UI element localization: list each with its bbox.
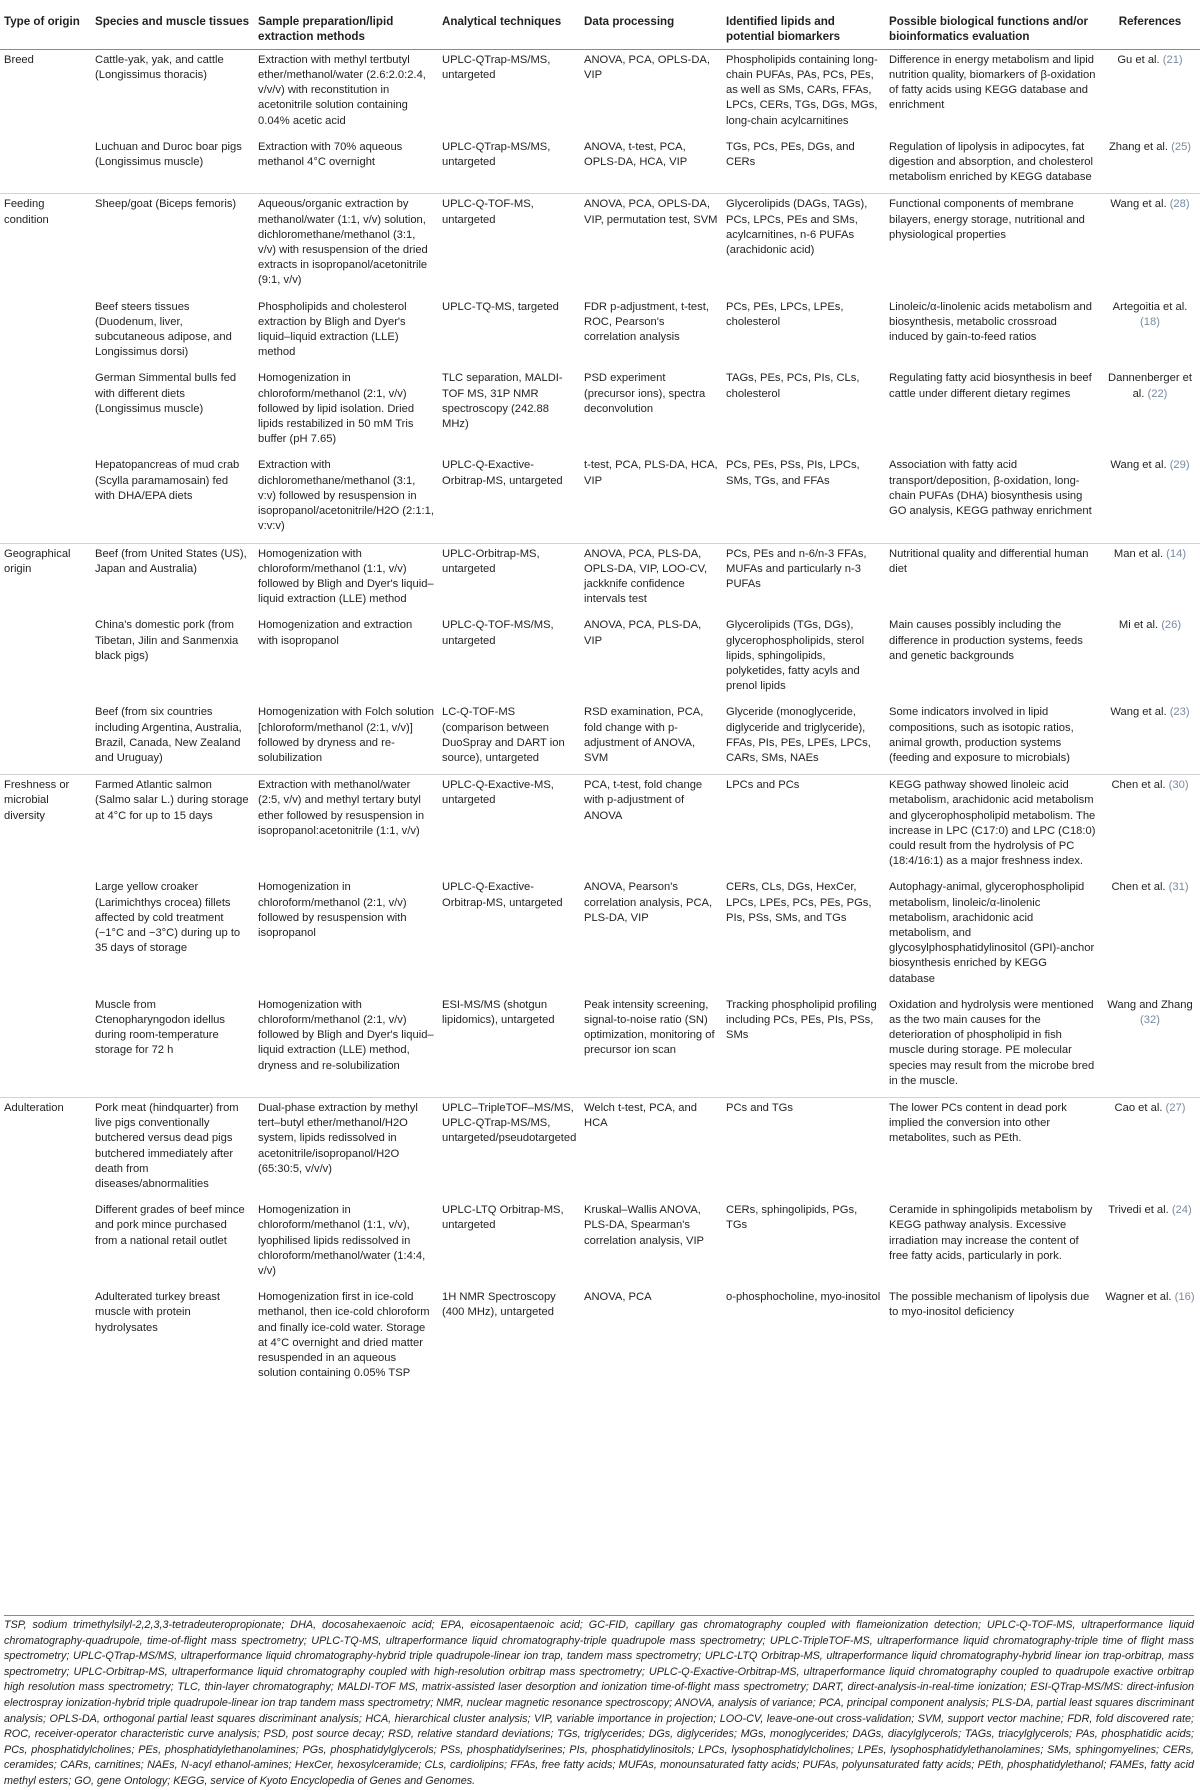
- preparation-cell: Extraction with methyl tertbutyl ether/methanol/water (2.6:2.0:2.4, v/v/v) with reconstitution in acetonitrile solution containing 0.04% acetic acid: [258, 53, 426, 127]
- reference-link[interactable]: (32): [1140, 1013, 1160, 1026]
- table-row: [0, 1200, 1200, 1287]
- processing-cell: PCA, t-test, fold change with p-adjustment of ANOVA: [584, 779, 703, 822]
- reference-cell: [1100, 137, 1200, 194]
- table-row: [0, 1098, 1200, 1201]
- function-cell: Regulation of lipolysis in adipocytes, fat digestion and absorption, and cholesterol metabolism enriched by KEGG database: [889, 140, 1094, 184]
- reference-author: Wang et al.: [1110, 198, 1167, 211]
- reference-link[interactable]: (18): [1140, 315, 1160, 328]
- preparation-cell: Extraction with dichloromethane/methanol (3:1, v:v) followed by resuspension in isopropanol/acetonitrile/H2O (2:1:1, v:v:v): [258, 459, 434, 533]
- origin-cell: Adulteration: [4, 1102, 64, 1114]
- lipidomics-table: [0, 4, 1200, 1389]
- function-cell: Ceramide in sphingolipids metabolism by KEGG pathway analysis. Excessive irradiation may increase the content of free fatty acids, particularly in pork.: [889, 1204, 1093, 1262]
- species-cell: Adulterated turkey breast muscle with protein hydrolysates: [95, 1291, 220, 1334]
- preparation-cell: Homogenization with chloroform/methanol (2:1, v/v) followed by Bligh and Dyer's liquid–liquid extraction (LLE) method, dryness and re-solubilization: [258, 998, 434, 1072]
- species-cell: Farmed Atlantic salmon (Salmo salar L.) during storage at 4°C for up to 15 days: [95, 779, 249, 822]
- origin-cell: [0, 1287, 91, 1389]
- processing-cell: RSD examination, PCA, fold change with p-adjustment of ANOVA, SVM: [584, 706, 704, 764]
- lipids-cell: Glycerolipids (DAGs, TAGs), PCs, LPCs, PEs and SMs, acylcarnitines, n-6 PUFAs (arachidonic acid): [726, 198, 868, 257]
- origin-cell: [0, 615, 91, 702]
- lipids-cell: PCs, PEs, PSs, PIs, LPCs, SMs, TGs, and FFAs: [726, 459, 860, 487]
- origin-cell: [0, 1200, 91, 1287]
- reference-link[interactable]: (21): [1162, 53, 1183, 66]
- reference-author: Chen et al.: [1111, 779, 1166, 792]
- reference-author: Wang et al.: [1110, 459, 1167, 472]
- reference-link[interactable]: (25): [1171, 140, 1192, 153]
- preparation-cell: Homogenization in chloroform/methanol (2:1, v/v) followed by lipid isolation. Dried lipids restabilized in 50 mM Tris buffer (pH 7.65): [258, 372, 415, 446]
- technique-cell: UPLC-Q-Exactive-Orbitrap-MS, untargeted: [442, 881, 563, 909]
- species-cell: Cattle-yak, yak, and cattle (Longissimus thoracis): [95, 53, 224, 82]
- reference-link[interactable]: (24): [1171, 1204, 1192, 1217]
- lipids-cell: CERs, CLs, DGs, HexCer, LPCs, LPEs, PCs, PEs, PGs, PIs, PSs, SMs, and TGs: [726, 881, 872, 924]
- lipids-cell: Tracking phospholipid profiling including PCs, PEs, PIs, PSs, SMs: [726, 998, 877, 1042]
- reference-cell: [1100, 995, 1200, 1098]
- table-row: [0, 543, 1200, 615]
- reference-cell: [1100, 297, 1200, 369]
- header-row: [0, 4, 1200, 49]
- species-cell: Hepatopancreas of mud crab (Scylla paramamosain) fed with DHA/EPA diets: [95, 459, 240, 502]
- origin-cell: [0, 995, 91, 1098]
- reference-author: Gu et al.: [1117, 53, 1160, 66]
- reference-cell: [1100, 543, 1200, 615]
- reference-cell: [1100, 615, 1200, 702]
- header-sample-preparation: Sample preparation/lipid extraction methods: [258, 15, 394, 44]
- reference-cell: [1100, 1287, 1200, 1389]
- technique-cell: UPLC-Orbitrap-MS, untargeted: [442, 547, 540, 575]
- reference-author: Chen et al.: [1111, 881, 1166, 894]
- species-cell: China's domestic pork (from Tibetan, Jilin and Sanmenxia black pigs): [95, 619, 239, 662]
- table-row: [0, 877, 1200, 994]
- reference-cell: [1100, 1200, 1200, 1287]
- reference-link[interactable]: (30): [1168, 779, 1189, 792]
- reference-link[interactable]: (26): [1161, 619, 1182, 632]
- lipids-cell: TGs, PCs, PEs, DGs, and CERs: [726, 140, 855, 169]
- reference-author: Wagner et al.: [1105, 1291, 1172, 1304]
- species-cell: Pork meat (hindquarter) from live pigs conventionally butchered versus dead pigs butchered immediately after death from diseases/abnormalities: [95, 1102, 239, 1191]
- function-cell: Association with fatty acid transport/deposition, β-oxidation, long-chain PUFAs (DHA) biosynthesis using GO analysis, KEGG pathway enrichment: [889, 459, 1092, 518]
- lipids-cell: Glycerolipids (TGs, DGs), glycerophospholipids, sterol lipids, sphingolipids, polyketides, fatty acyls and prenol lipids: [726, 619, 865, 693]
- header-analytical-techniques: Analytical techniques: [442, 15, 562, 28]
- species-cell: German Simmental bulls fed with different diets (Longissimus muscle): [95, 372, 237, 415]
- technique-cell: UPLC-LTQ Orbitrap-MS, untargeted: [442, 1204, 564, 1232]
- lipids-cell: o-phosphocholine, myo-inositol: [726, 1291, 881, 1304]
- origin-cell: Breed: [4, 53, 34, 66]
- function-cell: Autophagy-animal, glycerophospholipid metabolism, linoleic/α-linolenic metabolism, arachidonic acid metabolism, and glycosylphosphatidylinositol (GPI)-anchor biosynthesis enriched by KEGG database: [889, 881, 1095, 985]
- species-cell: Large yellow croaker (Larimichthys crocea) fillets affected by cold treatment (−1°C and −3°C) during up to 35 days of storage: [95, 881, 241, 955]
- origin-cell: [0, 137, 91, 194]
- species-cell: Beef (from six countries including Argentina, Australia, Brazil, Canada, New Zealand and Uruguay): [95, 706, 242, 764]
- reference-link[interactable]: (31): [1168, 881, 1189, 894]
- reference-cell: [1100, 194, 1200, 297]
- technique-cell: UPLC-TQ-MS, targeted: [442, 300, 559, 313]
- species-cell: Luchuan and Duroc boar pigs (Longissimus muscle): [95, 140, 242, 169]
- lipids-cell: PCs, PEs and n-6/n-3 FFAs, MUFAs and particularly n-3 PUFAs: [726, 547, 867, 590]
- table-row: [0, 137, 1200, 194]
- species-cell: Beef steers tissues (Duodenum, liver, subcutaneous adipose, and Longissimus dorsi): [95, 300, 232, 359]
- preparation-cell: Homogenization with chloroform/methanol (1:1, v/v) followed by Bligh and Dyer's liquid–liquid extraction (LLE) method: [258, 547, 434, 606]
- table-row: [0, 995, 1200, 1098]
- function-cell: Main causes possibly including the difference in production systems, feeds and genetic backgrounds: [889, 619, 1083, 662]
- reference-author: Man et al.: [1113, 547, 1164, 560]
- technique-cell: UPLC-QTrap-MS/MS, untargeted: [442, 53, 551, 82]
- reference-cell: [1100, 702, 1200, 774]
- technique-cell: 1H NMR Spectroscopy (400 MHz), untargeted: [442, 1291, 556, 1319]
- technique-cell: UPLC-Q-Exactive-MS, untargeted: [442, 779, 554, 807]
- table-row: [0, 702, 1200, 774]
- lipids-cell: Glyceride (monoglyceride, diglyceride and triglyceride), FFAs, PIs, PEs, LPEs, LPCs, CARs, SMs, NAEs: [726, 706, 871, 764]
- preparation-cell: Phospholipids and cholesterol extraction by Bligh and Dyer's liquid–liquid extraction (LLE) method: [258, 300, 407, 359]
- processing-cell: ANOVA, PCA, PLS-DA, VIP: [584, 619, 702, 647]
- function-cell: Linoleic/α-linolenic acids metabolism and biosynthesis, metabolic crossroad induced by gain-to-feed ratios: [889, 300, 1092, 344]
- reference-author: Trivedi et al.: [1108, 1204, 1169, 1217]
- header-data-processing: Data processing: [584, 15, 675, 28]
- preparation-cell: Homogenization with Folch solution [chloroform/methanol (2:1, v/v)] followed by dryness and re-solubilization: [258, 706, 434, 764]
- reference-cell: [1100, 1098, 1200, 1201]
- lipids-cell: PCs, PEs, LPCs, LPEs, cholesterol: [726, 300, 844, 328]
- reference-cell: [1100, 368, 1200, 455]
- technique-cell: UPLC-Q-TOF-MS, untargeted: [442, 198, 534, 226]
- species-cell: Beef (from United States (US), Japan and Australia): [95, 547, 247, 575]
- function-cell: Oxidation and hydrolysis were mentioned as the two main causes for the deterioration of phospholipid in fish muscle during storage. PE molecular species may result from the microbe bred in the muscle.: [889, 998, 1095, 1087]
- function-cell: Some indicators involved in lipid compositions, such as isotopic ratios, animal growth, production systems (feeding and exposure to microbials): [889, 706, 1074, 764]
- reference-link[interactable]: (16): [1174, 1291, 1195, 1304]
- processing-cell: Peak intensity screening, signal-to-noise ratio (SN) optimization, monitoring of precursor ion scan: [584, 998, 715, 1057]
- processing-cell: Welch t-test, PCA, and HCA: [584, 1102, 697, 1130]
- technique-cell: TLC separation, MALDI-TOF MS, 31P NMR spectroscopy (242.88 MHz): [442, 372, 563, 431]
- lipids-cell: TAGs, PEs, PCs, PIs, CLs, cholesterol: [726, 372, 860, 400]
- technique-cell: LC-Q-TOF-MS (comparison between DuoSpray and DART ion source), untargeted: [442, 706, 565, 764]
- origin-cell: [0, 877, 91, 994]
- processing-cell: ANOVA, Pearson's correlation analysis, PCA, PLS-DA, VIP: [584, 881, 713, 924]
- species-cell: Muscle from Ctenopharyngodon idellus during room-temperature storage for 72 h: [95, 998, 225, 1057]
- table-row: [0, 368, 1200, 455]
- header-type-of-origin: Type of origin: [4, 15, 80, 28]
- function-cell: The possible mechanism of lipolysis due to myo-inositol deficiency: [889, 1291, 1090, 1319]
- technique-cell: UPLC-Q-Exactive-Orbitrap-MS, untargeted: [442, 459, 563, 487]
- table-row: [0, 1287, 1200, 1389]
- table-row: [0, 455, 1200, 543]
- preparation-cell: Dual-phase extraction by methyl tert–butyl ether/methanol/H2O system, lipids redissolved in acetonitrile/isopropanol/H2O (65:30:5, v/v/v): [258, 1102, 418, 1175]
- reference-link[interactable]: (29): [1169, 459, 1190, 472]
- species-cell: Different grades of beef mince and pork mince purchased from a national retail outlet: [95, 1204, 245, 1247]
- reference-cell: [1100, 49, 1200, 137]
- lipids-cell: CERs, sphingolipids, PGs, TGs: [726, 1204, 858, 1232]
- lipids-cell: PCs and TGs: [726, 1102, 793, 1114]
- reference-author: Cao et al.: [1114, 1102, 1163, 1114]
- preparation-cell: Homogenization in chloroform/methanol (2:1, v/v) followed by resuspension with isopropanol: [258, 881, 407, 939]
- reference-link[interactable]: (27): [1165, 1102, 1186, 1114]
- reference-author: Dannenberger et al.: [1108, 372, 1192, 400]
- table-row: [0, 615, 1200, 702]
- processing-cell: ANOVA, PCA, OPLS-DA, VIP, permutation test, SVM: [584, 198, 718, 226]
- table-row: [0, 194, 1200, 297]
- function-cell: Nutritional quality and differential human diet: [889, 547, 1089, 575]
- processing-cell: ANOVA, PCA, PLS-DA, OPLS-DA, VIP, LOO-CV, jackknife confidence intervals test: [584, 547, 708, 606]
- function-cell: Regulating fatty acid biosynthesis in beef cattle under different dietary regimes: [889, 372, 1092, 400]
- origin-cell: [0, 702, 91, 774]
- processing-cell: FDR p-adjustment, t-test, ROC, Pearson's correlation analysis: [584, 300, 709, 344]
- preparation-cell: Homogenization and extraction with isopropanol: [258, 619, 413, 647]
- preparation-cell: Homogenization in chloroform/methanol (1:1, v/v), lyophilised lipids redissolved in chloroform/methanol/water (1:4:4, v/v): [258, 1204, 426, 1278]
- origin-cell: [0, 455, 91, 543]
- processing-cell: ANOVA, PCA: [584, 1291, 652, 1304]
- technique-cell: UPLC-Q-TOF-MS/MS, untargeted: [442, 619, 554, 647]
- reference-author: Mi et al.: [1118, 619, 1159, 632]
- table-row: [0, 49, 1200, 137]
- header-species: Species and muscle tissues: [95, 15, 250, 28]
- header-identified-lipids: Identified lipids and potential biomarkers: [726, 15, 841, 44]
- function-cell: KEGG pathway showed linoleic acid metabolism, arachidonic acid metabolism and glycerophospholipid metabolism. The increase in LPC (C17:0) and LPC (C18:0) could result from the hydrolysis of PC (18:4/16:1) as a major freshness index.: [889, 779, 1096, 868]
- processing-cell: ANOVA, t-test, PCA, OPLS-DA, HCA, VIP: [584, 140, 688, 169]
- processing-cell: PSD experiment (precursor ions), spectra deconvolution: [584, 372, 706, 415]
- function-cell: Difference in energy metabolism and lipid nutrition quality, biomarkers of β-oxidation of fatty acids using KEGG database and enrichment: [889, 53, 1096, 112]
- reference-link[interactable]: (28): [1169, 198, 1190, 211]
- technique-cell: ESI-MS/MS (shotgun lipidomics), untargeted: [442, 998, 555, 1026]
- preparation-cell: Homogenization first in ice-cold methanol, then ice-cold chloroform and finally ice-cold water. Storage at 4°C overnight and dried matter resuspended in an aqueous solution containing 0.05% TSP: [258, 1291, 430, 1380]
- origin-cell: [0, 368, 91, 455]
- reference-author: Zhang et al.: [1108, 140, 1169, 153]
- table-footnote: TSP, sodium trimethylsilyl-2,2,3,3-tetradeuteropropionate; DHA, docosahexaenoic acid; EPA, eicosapentaenoic acid; GC-FID, capillary gas chromatography coupled with flameionization detection; UPLC-Q-TOF-MS, ultraperformance liquid chromatography-quadrupole, time-of-flight mass spectrometry; UPLC-TQ-MS, ultraperformance liquid chromatography-triple quadrupole mass spectrometry; UPLC-TripleTOF-MS, ultraperformance liquid chromatography-triple time of flight mass spectrometry; UPLC-QTrap-MS/MS, ultraperformance liquid chromatography-hybrid triple quadrupole-linear ion trap, tandem mass spectrometry; UPLC-LTQ Orbitrap-MS, ultraperformance liquid chromatography-hybrid linear ion trap-orbitrap, mass spectrometry; UPLC-Orbitrap-MS, ultraperformance liquid chromatography coupled with high-resolution orbitrap mass spectrometry; UPLC-Q-Exactive-Orbitrap-MS, ultraperformance liquid chromatography coupled to quadrupole exactive orbitrap high resolution mass spectrometry; TLC, thin-layer chromatography; MALDI-TOF MS, matrix-assisted laser desorption and ionization time-of-flight mass spectrometry; DART, direct-analysis-in-real-time ionization; ESI-QTrap-MS/MS: direct-infusion electrospray ionization-hybrid triple quadrupole-linear ion trap tandem mass spectrometry; NMR, nuclear magnetic resonance spectroscopy; ANOVA, analysis of variance; PCA, principal component analysis; PLS-DA, partial least squares discriminant analysis; OPLS-DA, orthogonal partial least squares discriminant analysis; HCA, hierarchical cluster analysis; VIP, variable importance in projection; LOO-CV, leave-one-out cross-validation; SVM, support vector machine; FDR, fold discovered rate; ROC, receiver-operator characteristic curve analysis; PSD, post source decay; RSD, relative standard deviations; TGs, triglycerides; DGs, diglycerides; MGs, monoglycerides; DAGs, diacylglycerols; TAGs, triacylglycerols; PAs, phosphatidic acids; PCs, phosphatidylcholines; PEs, phosphatidylethanolamines; PGs, phosphatidylglycerols; PSs, phosphatidylserines; PIs, phosphatidylinositols; LPCs, lysophosphatidylcholines; LPEs, lysophosphatidylethanolamines; SMs, sphingomyelines; CERs, ceramides; CARs, carnitines; NAEs, N-acyl ethanol-amines; HexCer, hexosylceramide; CLs, cardiolipins; FFAs, free fatty acids; MUFAs, monounsaturated fatty acids; PUFAs, polyunsaturated fatty acids; PEth, phosphatidylethanol; FAMEs, fatty acid methyl esters; GO, gene Ontology; KEGG, service of Kyoto Encyclopedia of Genes and Genomes.: [4, 1615, 1194, 1790]
- table-row: [0, 775, 1200, 878]
- origin-cell: Freshness or microbial diversity: [4, 779, 70, 822]
- reference-cell: [1100, 877, 1200, 994]
- preparation-cell: Extraction with 70% aqueous methanol 4°C overnight: [258, 140, 403, 169]
- processing-cell: t-test, PCA, PLS-DA, HCA, VIP: [584, 459, 718, 487]
- reference-author: Wang and Zhang: [1107, 998, 1193, 1011]
- technique-cell: UPLC-QTrap-MS/MS, untargeted: [442, 140, 551, 169]
- origin-cell: Geographical origin: [4, 547, 71, 575]
- function-cell: Functional components of membrane bilayers, energy storage, nutritional and physiological properties: [889, 198, 1085, 241]
- table-row: [0, 297, 1200, 369]
- origin-cell: Feeding condition: [4, 198, 49, 226]
- reference-author: Artegoitia et al.: [1112, 300, 1188, 313]
- lipids-cell: Phospholipids containing long-chain PUFAs, PAs, PCs, PEs, as well as SMs, CARs, FFAs, LPCs, CERs, TGs, DGs, MGs, long-chain acylcarnitines: [726, 53, 878, 127]
- header-biological-functions: Possible biological functions and/or bioinformatics evaluation: [889, 15, 1089, 44]
- reference-cell: [1100, 775, 1200, 878]
- reference-link[interactable]: (22): [1147, 387, 1168, 400]
- reference-link[interactable]: (23): [1169, 706, 1190, 719]
- header-references: References: [1118, 15, 1182, 28]
- preparation-cell: Aqueous/organic extraction by methanol/water (1:1, v/v) solution, dichloromethane/methanol (3:1, v/v) with resuspension of the dried extracts in isopropanol/acetonitrile (9:1, v/v): [258, 198, 428, 287]
- preparation-cell: Extraction with methanol/water (2:5, v/v) and methyl tertary butyl ether followed by resuspension in isopropanol:acetonitrile (1:1, v/v): [258, 779, 425, 837]
- species-cell: Sheep/goat (Biceps femoris): [95, 198, 237, 211]
- origin-cell: [0, 297, 91, 369]
- lipids-cell: LPCs and PCs: [726, 779, 800, 792]
- function-cell: The lower PCs content in dead pork implied the conversion into other metabolites, such as PEth.: [889, 1102, 1067, 1145]
- processing-cell: ANOVA, PCA, OPLS-DA, VIP: [584, 53, 710, 82]
- table-body: [0, 49, 1200, 1389]
- reference-cell: [1100, 455, 1200, 543]
- reference-link[interactable]: (14): [1166, 547, 1187, 560]
- processing-cell: Kruskal–Wallis ANOVA, PLS-DA, Spearman's correlation analysis, VIP: [584, 1204, 705, 1247]
- reference-author: Wang et al.: [1110, 706, 1167, 719]
- technique-cell: UPLC–TripleTOF–MS/MS, UPLC-QTrap-MS/MS, untargeted/pseudotargeted: [442, 1102, 577, 1145]
